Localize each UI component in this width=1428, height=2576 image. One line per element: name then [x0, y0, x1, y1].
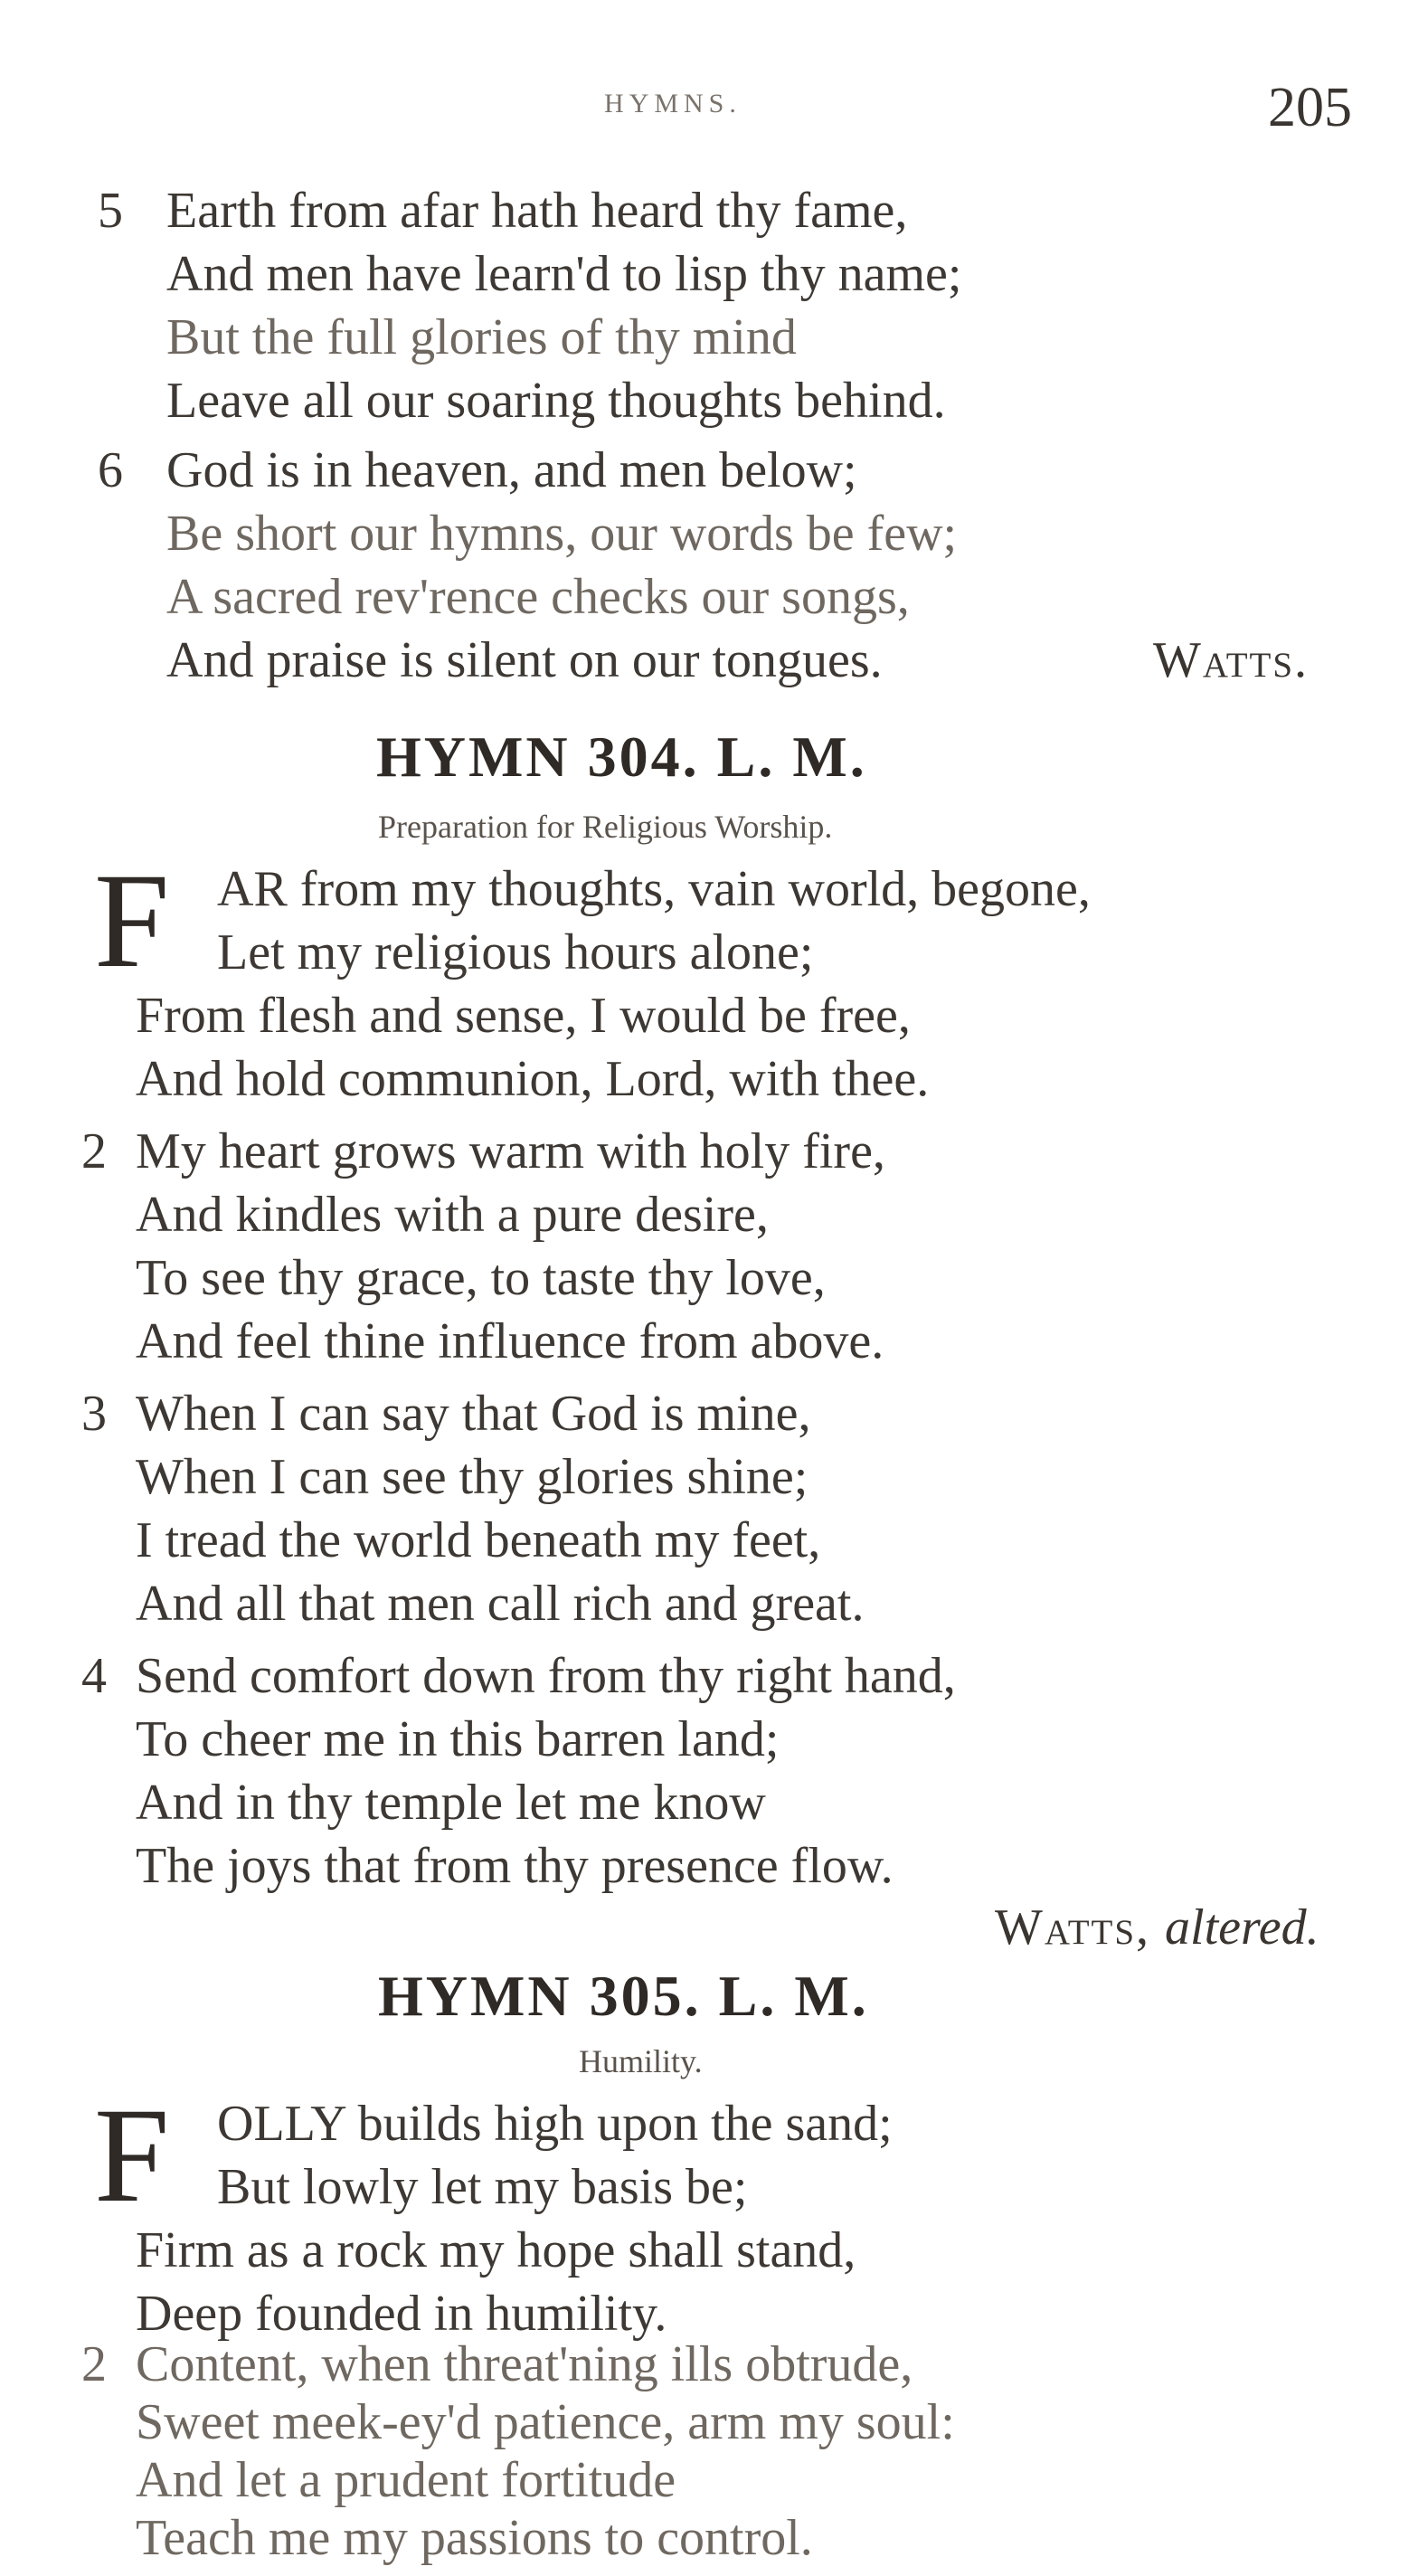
attribution: Watts. — [1153, 632, 1310, 688]
running-head: HYMNS. — [604, 89, 742, 118]
verse-line: The joys that from thy presence flow. — [136, 1838, 894, 1894]
hymn-subtitle: Humility. — [579, 2043, 703, 2079]
attribution-author: Watts, — [995, 1899, 1151, 1956]
verse-line: Send comfort down from thy right hand, — [136, 1648, 956, 1704]
verse-number: 2 — [81, 1123, 107, 1179]
verse-line: Firm as a rock my hope shall stand, — [136, 2222, 856, 2278]
verse-line: Sweet meek-ey'd patience, arm my soul: — [136, 2394, 955, 2450]
attribution-note: altered. — [1165, 1899, 1319, 1956]
verse-line: Deep founded in humility. — [136, 2286, 667, 2342]
verse-line: When I can say that God is mine, — [136, 1386, 811, 1442]
verse-line: Leave all our soaring thoughts behind. — [166, 373, 946, 429]
verse-line: And in thy temple let me know — [136, 1775, 766, 1831]
verse-line: Earth from afar hath heard thy fame, — [166, 183, 908, 239]
verse-line: I tread the world beneath my feet, — [136, 1512, 821, 1568]
verse-number: 4 — [81, 1648, 107, 1704]
attribution — [995, 1899, 1319, 1956]
verse-line: When I can see thy glories shine; — [136, 1449, 809, 1505]
verse-line: Let my religious hours alone; — [217, 924, 814, 980]
verse-line: A sacred rev'rence checks our songs, — [166, 569, 910, 625]
verse-line: AR from my thoughts, vain world, begone, — [217, 861, 1091, 917]
verse-line: God is in heaven, and men below; — [166, 442, 857, 498]
drop-cap: F — [94, 846, 170, 996]
verse-number: 6 — [98, 442, 123, 498]
verse-line: And hold communion, Lord, with thee. — [136, 1051, 930, 1107]
verse-line: And men have learn'd to lisp thy name; — [166, 246, 962, 302]
verse-line: And all that men call rich and great. — [136, 1576, 865, 1632]
verse-number: 3 — [81, 1386, 107, 1442]
verse-number: 2 — [81, 2336, 107, 2392]
verse-line: Teach me my passions to control. — [136, 2510, 813, 2566]
verse-line: My heart grows warm with holy fire, — [136, 1123, 885, 1179]
drop-cap: F — [94, 2080, 170, 2230]
verse-line: From flesh and sense, I would be free, — [136, 988, 911, 1044]
verse-line: Be short our hymns, our words be few; — [166, 506, 958, 562]
verse-line: And praise is silent on our tongues. — [166, 632, 883, 688]
verse-line: Content, when threat'ning ills obtrude, — [136, 2336, 913, 2392]
hymn-title: HYMN 305. L. M. — [378, 1964, 869, 2028]
verse-line: And let a prudent fortitude — [136, 2452, 676, 2508]
verse-line: To see thy grace, to taste thy love, — [136, 1250, 826, 1306]
verse-line: OLLY builds high upon the sand; — [217, 2096, 893, 2152]
verse-line: But lowly let my basis be; — [217, 2159, 748, 2215]
page-number: 205 — [1268, 77, 1352, 138]
verse-line: To cheer me in this barren land; — [136, 1711, 780, 1767]
verse-line: And kindles with a pure desire, — [136, 1187, 769, 1243]
hymn-title: HYMN 304. L. M. — [376, 724, 867, 789]
verse-number: 5 — [98, 183, 123, 239]
verse-line: But the full glories of thy mind — [166, 309, 797, 365]
verse-line: And feel thine influence from above. — [136, 1313, 884, 1369]
hymn-subtitle: Preparation for Religious Worship. — [378, 809, 833, 845]
